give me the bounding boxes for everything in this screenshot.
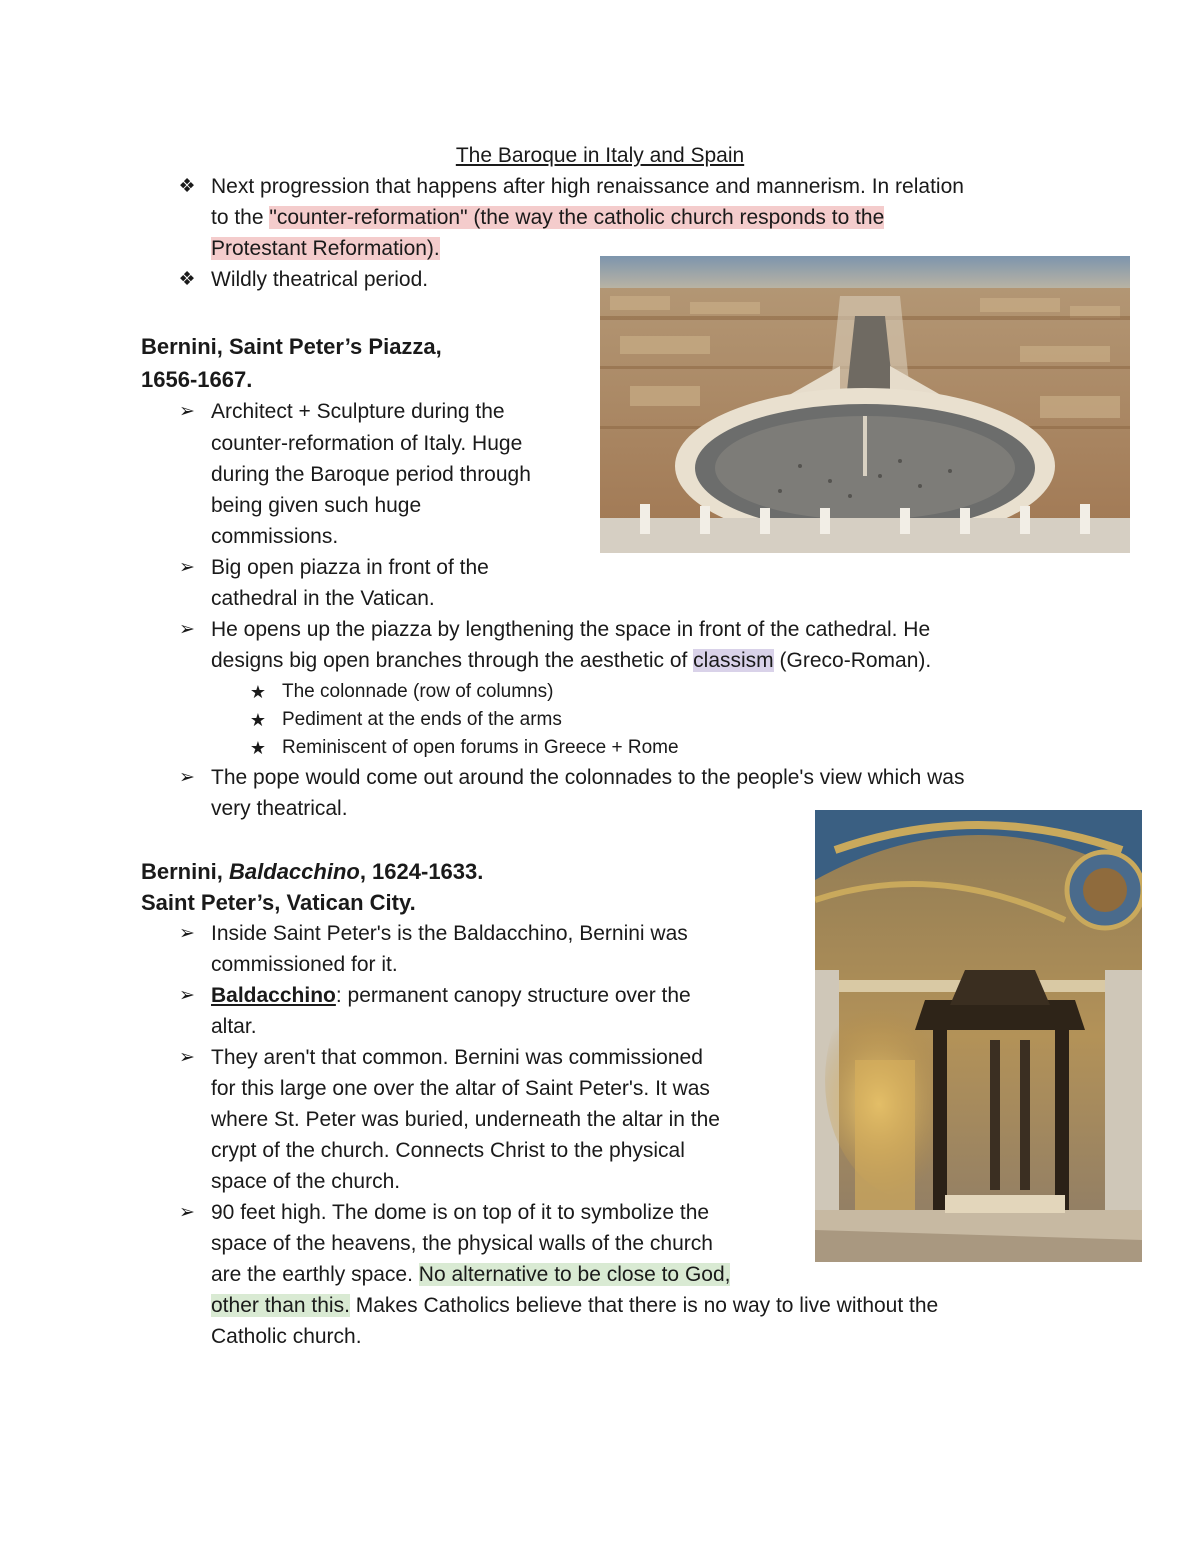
term-definition: : permanent canopy structure over the — [335, 984, 691, 1007]
baldacchino-item-2-line-2: altar. — [211, 1015, 257, 1038]
baldacchino-item-3-line-2: for this large one over the altar of Saint Peter's. It was — [211, 1077, 710, 1100]
piazza-item-1-line-2: counter-reformation of Italy. Huge — [211, 432, 523, 455]
highlight-protestant-reformation: Protestant Reformation). — [211, 237, 440, 260]
intro-text: to the — [211, 206, 270, 229]
piazza-item-1-line-5: commissions. — [211, 525, 339, 548]
piazza-item-2-line-2: cathedral in the Vatican. — [211, 587, 435, 610]
piazza-item-3-text-end: (Greco-Roman). — [773, 649, 932, 672]
item-4-text-end: Makes Catholics believe that there is no way to live without the — [349, 1294, 939, 1317]
intro-item-1-line-3 — [211, 236, 440, 262]
piazza-sub-item-3: Reminiscent of open forums in Greece + Rome — [282, 737, 679, 758]
heading-artist: Bernini, — [141, 859, 230, 884]
baldacchino-heading-line-1 — [141, 858, 483, 886]
item-4-text: are the earthly space. — [211, 1263, 419, 1286]
baldacchino-item-4-line-3 — [211, 1262, 730, 1288]
baldacchino-item-3-line-3: where St. Peter was buried, underneath the altar in the — [211, 1108, 720, 1131]
arrow-bullet-icon: ➢ — [179, 619, 195, 640]
piazza-sub-item-1: The colonnade (row of columns) — [282, 681, 554, 702]
highlight-other-than-this: other than this. — [211, 1294, 350, 1317]
piazza-heading-line-1: Bernini, Saint Peter’s Piazza, — [141, 334, 442, 359]
baldacchino-item-4-line-1: 90 feet high. The dome is on top of it to symbolize the — [211, 1201, 710, 1224]
star-bullet-icon: ★ — [249, 710, 267, 730]
piazza-item-3-text: designs big open branches through the aesthetic of — [211, 649, 694, 672]
saint-peters-piazza-photo — [600, 256, 1130, 553]
piazza-item-3-line-2 — [211, 648, 931, 674]
intro-item-2: Wildly theatrical period. — [211, 268, 429, 291]
baldacchino-item-4-line-5: Catholic church. — [211, 1325, 362, 1348]
baldacchino-item-3-line-1: They aren't that common. Bernini was commissioned — [211, 1046, 703, 1069]
arrow-bullet-icon: ➢ — [179, 767, 195, 788]
term-baldacchino: Baldacchino — [211, 984, 336, 1007]
arrow-bullet-icon: ➢ — [179, 557, 195, 578]
piazza-sub-item-2: Pediment at the ends of the arms — [282, 709, 562, 730]
piazza-item-3-line-1: He opens up the piazza by lengthening the space in front of the cathedral. He — [211, 618, 931, 641]
intro-item-1-line-1: Next progression that happens after high renaissance and mannerism. In relation — [211, 175, 964, 198]
highlight-classism: classism — [693, 649, 774, 672]
piazza-item-1-line-1: Architect + Sculpture during the — [211, 400, 505, 423]
arrow-bullet-icon: ➢ — [179, 923, 195, 944]
baldacchino-heading-line-2: Saint Peter’s, Vatican City. — [141, 890, 416, 915]
piazza-item-1-line-4: being given such huge — [211, 494, 422, 517]
baldacchino-photo — [815, 810, 1142, 1262]
star-bullet-icon: ★ — [249, 682, 267, 702]
baldacchino-item-4-line-2: space of the heavens, the physical walls of the church — [211, 1232, 713, 1255]
baldacchino-item-3-line-4: crypt of the church. Connects Christ to the physical — [211, 1139, 685, 1162]
baldacchino-item-4-line-4 — [211, 1293, 938, 1319]
arrow-bullet-icon: ➢ — [179, 1047, 195, 1068]
piazza-heading-line-2: 1656-1667. — [141, 367, 253, 392]
intro-item-1-line-2 — [211, 205, 884, 231]
baldacchino-item-1-line-2: commissioned for it. — [211, 953, 398, 976]
baldacchino-item-1-line-1: Inside Saint Peter's is the Baldacchino, Bernini was — [211, 922, 688, 945]
arrow-bullet-icon: ➢ — [179, 985, 195, 1006]
diamond-bullet-icon: ❖ — [178, 269, 196, 290]
heading-work-title: Baldacchino — [229, 859, 360, 884]
heading-dates: , 1624-1633. — [359, 859, 484, 884]
highlight-no-alternative: No alternative to be close to God, — [418, 1263, 731, 1286]
piazza-item-1-line-3: during the Baroque period through — [211, 463, 531, 486]
diamond-bullet-icon: ❖ — [178, 176, 196, 197]
highlight-counter-reformation: "counter-reformation" (the way the catholic church responds to the — [269, 206, 885, 229]
piazza-item-2-line-1: Big open piazza in front of the — [211, 556, 489, 579]
arrow-bullet-icon: ➢ — [179, 401, 195, 422]
arrow-bullet-icon: ➢ — [179, 1202, 195, 1223]
piazza-item-4-line-1: The pope would come out around the colonnades to the people's view which was — [211, 766, 965, 789]
piazza-item-4-line-2: very theatrical. — [211, 797, 348, 820]
page-title: The Baroque in Italy and Spain — [455, 144, 745, 167]
baldacchino-item-2-line-1 — [211, 983, 691, 1009]
baldacchino-item-3-line-5: space of the church. — [211, 1170, 401, 1193]
star-bullet-icon: ★ — [249, 738, 267, 758]
